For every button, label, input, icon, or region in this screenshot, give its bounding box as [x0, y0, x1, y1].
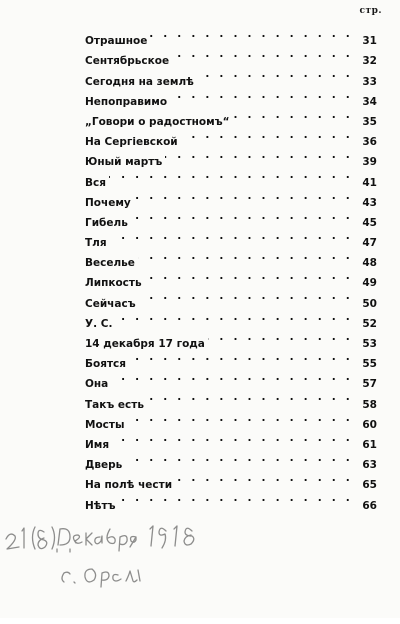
toc-entry-page-number: 41 — [362, 176, 377, 189]
toc-entry — [85, 165, 377, 189]
toc-entry-title: Она — [85, 378, 109, 391]
toc-entry-page-number: 34 — [362, 95, 377, 108]
toc-entry — [85, 387, 377, 411]
dot-leader — [172, 44, 353, 64]
dot-leader — [110, 226, 353, 246]
toc-entry-page-number: 53 — [362, 338, 377, 350]
toc-entry-title: Отрашное — [85, 35, 148, 48]
toc-entry — [85, 246, 377, 270]
toc-entry-page-number: 60 — [362, 418, 377, 431]
dot-leader — [138, 246, 353, 266]
toc-entry — [85, 186, 377, 209]
toc-entry-page-number: 49 — [362, 277, 377, 290]
dot-leader — [111, 367, 353, 387]
dot-leader — [170, 85, 353, 105]
toc-entry-page-number: 48 — [362, 257, 377, 270]
toc-entry-page-number: 45 — [362, 216, 377, 229]
dot-leader — [115, 307, 353, 327]
toc-entry — [85, 307, 377, 330]
toc-entry — [85, 226, 377, 250]
dot-leader — [112, 428, 353, 448]
dot-leader — [145, 266, 353, 286]
toc-entry-page-number: 65 — [362, 479, 377, 492]
toc-entry-page-number: 39 — [362, 156, 377, 169]
dot-leader — [129, 347, 353, 367]
toc-entry-page-number: 32 — [362, 55, 377, 68]
toc-entry — [85, 24, 377, 48]
dot-leader — [175, 468, 353, 488]
dot-leader — [127, 408, 353, 428]
toc-entry-page-number: 66 — [362, 499, 377, 512]
toc-entry-title: Мосты — [85, 418, 125, 431]
toc-entry-title: На Сергіевской — [85, 136, 178, 149]
toc-entry-page-number: 43 — [362, 196, 377, 209]
toc-entry-title: Почему — [85, 196, 131, 209]
toc-entry-title: Сегодня на землѣ — [85, 75, 194, 88]
toc-entry-title: Непоправимо — [85, 95, 168, 108]
toc-entry — [85, 428, 377, 451]
toc-entry-title: У. С. — [85, 317, 113, 330]
dot-leader — [109, 165, 353, 185]
toc-entry-title: Вся — [85, 176, 106, 189]
dot-leader — [119, 488, 354, 508]
page-column-label: стр. — [359, 6, 382, 16]
toc-entry-title: Нѣтъ — [85, 499, 116, 512]
toc-entry-title: Веселье — [85, 257, 135, 270]
toc-entry-title: Боятся — [85, 358, 127, 371]
toc-entry — [85, 327, 377, 350]
toc-entry-page-number: 61 — [362, 438, 377, 451]
toc-entry-page-number: 63 — [362, 459, 377, 472]
toc-entry — [85, 468, 377, 492]
toc-entry-title: Тля — [85, 237, 107, 250]
toc-entry-title: На полѣ чести — [85, 479, 173, 492]
dot-leader — [181, 125, 353, 145]
toc-entry — [85, 488, 377, 512]
dot-leader — [208, 327, 353, 347]
handwritten-inscription-drawing — [0, 515, 240, 605]
toc-entry — [85, 408, 377, 431]
toc-entry-title: Дверь — [85, 459, 123, 472]
toc-entry-title: Имя — [85, 438, 110, 451]
toc-entry-page-number: 52 — [362, 317, 377, 330]
toc-entry-page-number: 55 — [362, 358, 377, 371]
toc-entry-page-number: 57 — [362, 378, 377, 391]
toc-entry-page-number: 36 — [362, 136, 377, 149]
dot-leader — [131, 206, 353, 226]
toc-entry — [85, 448, 377, 472]
dot-leader — [233, 105, 353, 125]
toc-entry-page-number: 58 — [362, 398, 377, 411]
dot-leader — [165, 145, 353, 165]
dot-leader — [147, 387, 353, 407]
toc-entry-page-number: 35 — [362, 115, 377, 128]
handwritten-inscription — [0, 515, 240, 605]
toc-entry-title: „Говори о радостномъ“ — [85, 115, 230, 128]
toc-entry-title: Липкость — [85, 277, 142, 290]
toc-entry-page-number: 50 — [362, 297, 377, 310]
toc-entry-title: Гибель — [85, 216, 128, 229]
toc-entry-title: Юный мартъ — [85, 156, 163, 169]
toc-entry-page-number: 47 — [362, 237, 377, 250]
toc-entry-title: Сейчасъ — [85, 297, 136, 310]
dot-leader — [197, 64, 353, 84]
dot-leader — [139, 286, 353, 306]
dot-leader — [125, 448, 353, 468]
toc-entry — [85, 347, 377, 371]
toc-entry-page-number: 33 — [362, 75, 377, 88]
toc-entry-title: Сентябрьское — [85, 55, 170, 68]
dot-leader — [134, 186, 353, 206]
toc-entry — [85, 367, 377, 391]
toc-entry-title: 14 декабря 17 года — [85, 338, 205, 350]
toc-entry-page-number: 31 — [362, 35, 377, 48]
dot-leader — [150, 24, 353, 44]
toc-entry-title: Такъ есть — [85, 398, 144, 411]
table-of-contents — [85, 24, 377, 512]
